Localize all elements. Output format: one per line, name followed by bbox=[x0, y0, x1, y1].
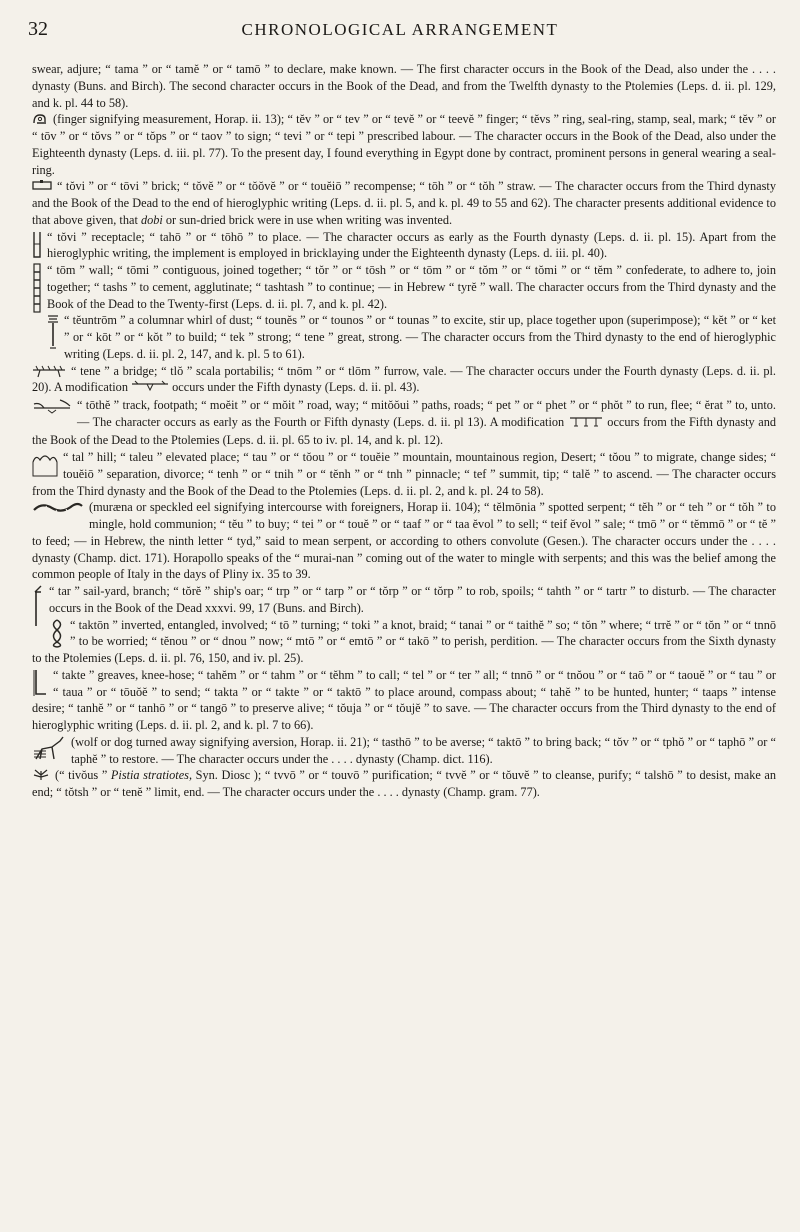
brick-glyph-icon bbox=[32, 179, 52, 191]
entry-greaves: “ takte ” greaves, knee-hose; “ tahĕm ” or “ tahm ” or “ tĕhm ” to call; “ tel ” or “ ter ” all; “ tnnō ” or “ tnŏou ” or “ taō ” or “ taouĕ ” or “ tau ” or “ taua ” or “ tōuŏĕ ” to send; “ takta ” or “ takte ” or “ taktō ” to place around, compass about; “ tahĕ ” to be hunted, hunter; “ taaps ” intense desire; “ tanhĕ ” or “ tanhō ” or “ tangō ” to preserve alive; “ tŏuja ” or “ tŏujĕ ” to save. — The character occurs from the Third dynasty to the end of hieroglyphic writing (Leps. d. ii. pl. 2, and k. pl. 7 to 66). bbox=[32, 667, 776, 733]
entry-bridge: “ tene ” a bridge; “ tlŏ ” scala portabilis; “ tnōm ” or “ tlōm ” furrow, vale. — The character occurs under the Fourth dynasty (Leps. d. ii. pl. 20). A modification occurs under the Fifth dynasty (Leps. d. ii. pl. 43). bbox=[32, 363, 776, 397]
running-title: CHRONOLOGICAL ARRANGEMENT bbox=[241, 20, 559, 39]
bridge-glyph-icon bbox=[32, 364, 66, 378]
wall-glyph-icon bbox=[32, 263, 42, 313]
page-number: 32 bbox=[28, 18, 48, 40]
track-variant-glyph-icon bbox=[568, 414, 604, 433]
entry-hill: “ tal ” hill; “ taleu ” elevated place; “ tau ” or “ tŏou ” or “ touĕie ” mountain, mountainous region, Desert; “ tŏou ” to migrate, change sides; “ touĕiō ” separation, divorce; “ tenh ” or “ tnih ” or “ tĕnh ” or “ tnh ” pinnacle; “ tef ” summit, tip; “ talĕ ” to ascend. — The character occurs from the Third dynasty and the Book of the Dead to the Ptolemies (Leps. d. ii. pl. 2, and k. pl. 24 to 58). bbox=[32, 450, 776, 498]
entry-pistia: (“ tivŏus ” Pistia stratiotes, Syn. Diosc ); “ tvvō ” or “ touvō ” purification; “ tvvĕ ” or “ tŏuvĕ ” to cleanse, purify; “ talshō ” to desist, make an end; “ tŏtsh ” or “ tenĕ ” limit, end. — The character occurs under the . . . . dynasty (Champ. gram. 77). bbox=[32, 768, 777, 800]
wolf-glyph-icon bbox=[32, 735, 66, 765]
entry-receptacle: “ tŏvi ” receptacle; “ tahō ” or “ tōhō ” to place. — The character occurs as early as the Fourth dynasty (Leps. d. ii. pl. 15). Apart from the hieroglyphic writing, the implement is employed in bricklaying under the Eighteenth dynasty (Leps. d. iii. pl. 40). bbox=[32, 229, 776, 263]
entry-column: “ tĕuntrōm ” a columnar whirl of dust; “ tounĕs ” or “ tounos ” or “ tounas ” to excite, stir up, place together upon (superimpose); “ kĕt ” or “ ket ” or “ kōt ” or “ kŏt ” to build; “ tek ” strong; “ tene ” great, strong. — The character occurs from the Third dynasty to the end of hieroglyphic writing (Leps. d. ii. pl. 2, 147, and k. pl. 5 to 61). bbox=[32, 312, 776, 362]
knot-glyph-icon bbox=[49, 618, 65, 648]
finger-glyph-icon bbox=[32, 112, 48, 126]
page-header bbox=[28, 18, 772, 42]
body-text bbox=[32, 61, 776, 801]
entry-serpent: (muræna or speckled eel signifying intercourse with foreigners, Horap ii. 104); “ tĕlmōnia ” spotted serpent; “ tĕh ” or “ teh ” or “ tŏh ” to mingle, hold communion; “ tĕu ” to buy; “ tei ” or “ touĕ ” or “ taaf ” or “ taa ĕvol ” to sell; “ teif ĕvol ” sale; “ tmō ” or “ tĕmmō ” or “ tĕ ” to feed; — in Hebrew, the ninth letter “ tyd,” said to mean serpent, or according to others convolute (Gesen.). The character occurs under the . . . . dynasty (Champ. dict. 171). Horapollo speaks of the “ murai-nan ” coming out of the water to mingle with serpents; and this was the belief among the common people of Italy in the days of Pliny ix. 35 to 39. bbox=[32, 500, 776, 582]
paragraph-oath: swear, adjure; “ tama ” or “ tamĕ ” or “ tamō ” to declare, make known. — The first character occurs in the Book of the Dead, also under the . . . . dynasty (Buns. and Birch). The second character occurs in the Book of the Dead, and from the Twelfth dynasty to the Ptolemies (Leps. d. ii. pl. 129, and k. pl. 44 to 58). bbox=[32, 62, 776, 110]
column-glyph-icon bbox=[47, 313, 59, 353]
entry-track: “ tōthĕ ” track, footpath; “ moĕit ” or “ mŏit ” road, way; “ mitŏŏui ” paths, roads; “ pet ” or “ phet ” or “ phŏt ” to run, flee; “ ĕrat ” to, unto. — The character occurs as early as the Fourth or Fifth dynasty (Leps. d. ii. pl 13). A modification occurs from the Fifth dynasty and the Book of the Dead to the Ptolemies (Leps. d. ii. pl. 65 to iv. pl. 14, and k. pl. 12). bbox=[32, 397, 777, 448]
entry-sail-yard: “ tar ” sail-yard, branch; “ tŏrĕ ” ship's oar; “ trp ” or “ tarp ” or “ tŏrp ” or “ tŏrp ” to rob, spoils; “ tahth ” or “ tartr ” to disturb. — The character occurs in the Book of the Dead xxxvi. 99, 17 (Buns. and Birch). bbox=[32, 583, 776, 617]
pistia-glyph-icon bbox=[32, 768, 50, 782]
hill-glyph-icon bbox=[32, 450, 58, 480]
bridge-variant-glyph-icon bbox=[131, 380, 169, 397]
sail-yard-glyph-icon bbox=[32, 584, 44, 630]
track-glyph-icon bbox=[32, 398, 72, 414]
entry-brick: “ tŏvi ” or “ tōvi ” brick; “ tŏvĕ ” or “ tŏŏvĕ ” or “ touĕiō ” recompense; “ tōh ” or “ tŏh ” straw. — The character occurs from the Third dynasty and the Book of the Dead to the end of hieroglyphic writing (Leps. d. ii. pl. 5, and k. pl. 49 to 55 and 62). The character presents additional evidence to that above given, that dobi or sun-dried brick were in use when writing was invented. bbox=[32, 179, 776, 227]
entry-wolf: (wolf or dog turned away signifying aversion, Horap. ii. 21); “ tasthō ” to be averse; “ taktō ” to bring back; “ tŏv ” or “ tphŏ ” or “ taphō ” or “ taphĕ ” to restore. — The character occurs under the . . . . dynasty (Champ. dict. 116). bbox=[32, 734, 776, 768]
entry-knot: “ taktōn ” inverted, entangled, involved; “ tō ” turning; “ toki ” a knot, braid; “ tanai ” or “ taithĕ ” so; “ tŏn ” where; “ trrĕ ” or “ tŏn ” or “ tnnō ” to be worried; “ tĕnou ” or “ dnou ” now; “ mtō ” or “ emtō ” or “ takō ” to perish, perdition. — The character occurs from the Sixth dynasty to the Ptolemies (Leps. d. ii. pl. 76, 150, and iv. pl. 25). bbox=[32, 617, 776, 666]
entry-finger: (finger signifying measurement, Horap. ii. 13); “ tĕv ” or “ tev ” or “ tevĕ ” or “ teevĕ ” finger; “ tĕvs ” ring, seal-ring, stamp, seal, mark; “ tĕv ” or “ tōv ” or “ tŏvs ” or “ tŏps ” or “ taov ” to sign; “ tevi ” or “ tepi ” prescribed labour. — The character occurs in the Book of the Dead, also under the Eighteenth dynasty (Leps. d. iii. pl. 77). To the present day, I found everything in Egypt done by contract, prominent persons in general wearing a seal-ring. bbox=[32, 112, 776, 177]
receptacle-glyph-icon bbox=[32, 230, 42, 260]
serpent-glyph-icon bbox=[32, 500, 84, 516]
greave-glyph-icon bbox=[32, 668, 48, 698]
entry-wall: “ tōm ” wall; “ tōmi ” contiguous, joined together; “ tŏr ” or “ tōsh ” or “ tōm ” or “ tŏm ” or “ tŏmi ” or “ tĕm ” confederate, to adhere to, join together; “ tashs ” to cement, agglutinate; “ tashtash ” to continue; — in Hebrew “ tyrĕ ” wall. The character occurs from the Third dynasty and the Book of the Dead to the Twenty-first (Leps. d. ii. pl. 7, and k. pl. 42). bbox=[32, 262, 776, 312]
